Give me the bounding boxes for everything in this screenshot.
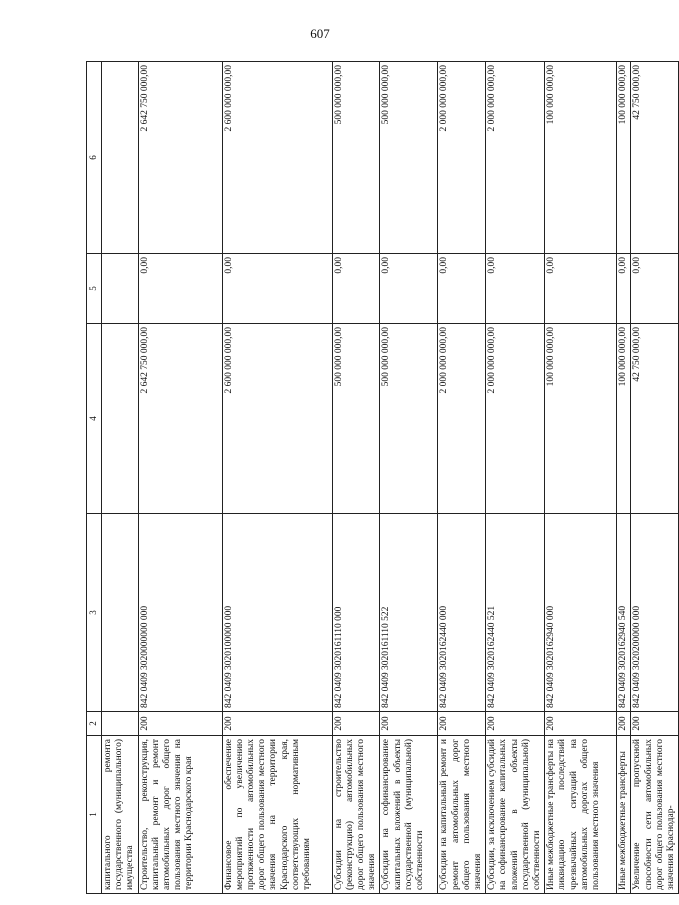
budget-table [86,61,679,894]
line-code: 200 [438,712,486,736]
amount-total: 500 000 000,00 [332,324,380,514]
row-name: Субсидии на капитальный ремонт и ремонт автомобильных дорог общего пользования местного значения [438,736,486,894]
table-body [87,62,679,894]
row-name: Увеличение пропускной способности сети автомобильных дорог общего пользования местного значения Краснодар- [631,736,679,894]
row-name: Субсидии на софинансирование капитальных вложений в объекты государственной (муниципальной) собственности [380,736,438,894]
classification-code: 842 0409 3020161110 000 [332,514,380,712]
table-row [222,62,332,894]
classification-code: 842 0409 3020200000 000 [631,514,679,712]
classification-code: 842 0409 3020162940 540 [617,514,631,712]
classification-code [102,514,139,712]
amount-total [102,324,139,514]
amount-approved: 100 000 000,00 [545,62,617,254]
line-code: 200 [545,712,617,736]
line-code: 200 [486,712,545,736]
amount-total: 2 642 750 000,00 [138,324,222,514]
line-code: 200 [138,712,222,736]
classification-code: 842 0409 3020161110 522 [380,514,438,712]
rotated-table-frame [86,62,677,894]
classification-code: 842 0409 3020162440 000 [438,514,486,712]
amount-approved: 2 642 750 000,00 [138,62,222,254]
amount-total: 100 000 000,00 [617,324,631,514]
table-row [438,62,486,894]
column-header: 3 [87,514,102,712]
amount-approved [102,62,139,254]
header-row [87,62,102,894]
amount-change: 0,00 [380,254,438,324]
column-header: 4 [87,324,102,514]
amount-approved: 42 750 000,00 [631,62,679,254]
amount-change: 0,00 [222,254,332,324]
amount-total: 500 000 000,00 [380,324,438,514]
line-code: 200 [631,712,679,736]
row-name: Субсидии, за исключением субсидий на софинансирование капитальных вложений в объекты государственной (муниципальной) собственности [486,736,545,894]
row-name: капитального ремонта государственного (муниципального) имущества [102,736,139,894]
line-code [102,712,139,736]
amount-approved: 500 000 000,00 [380,62,438,254]
amount-change: 0,00 [138,254,222,324]
amount-approved: 100 000 000,00 [617,62,631,254]
table-row [380,62,438,894]
line-code: 200 [617,712,631,736]
table-row [617,62,631,894]
amount-change: 0,00 [617,254,631,324]
column-header: 1 [87,736,102,894]
amount-total: 2 000 000 000,00 [438,324,486,514]
column-header: 6 [87,62,102,254]
amount-approved: 2 000 000 000,00 [486,62,545,254]
table-row [138,62,222,894]
amount-change: 0,00 [332,254,380,324]
table-row [486,62,545,894]
table-row [545,62,617,894]
amount-approved: 2 600 000 000,00 [222,62,332,254]
budget-table-rotated [86,62,677,894]
table-row [332,62,380,894]
row-name: Субсидии на строительство (реконструкцию) автомобильных дорог общего пользования местного значения [332,736,380,894]
amount-total: 42 750 000,00 [631,324,679,514]
column-header: 5 [87,254,102,324]
amount-change: 0,00 [631,254,679,324]
amount-approved: 500 000 000,00 [332,62,380,254]
table-row [102,62,139,894]
amount-approved: 2 000 000 000,00 [438,62,486,254]
amount-change: 0,00 [545,254,617,324]
row-name: Иные межбюджетные трансферты [617,736,631,894]
amount-change: 0,00 [438,254,486,324]
row-name: Строительство, реконструкция, капитальный ремонт и ремонт автомобильных дорог общего пользования местного значения на территории Краснодарского края [138,736,222,894]
amount-total: 2 000 000 000,00 [486,324,545,514]
classification-code: 842 0409 3020162440 521 [486,514,545,712]
row-name: Финансовое обеспечение мероприятий по увеличению протяженности автомобильных дорог общего пользования местного значения на территории Краснодарского края, соответствующих нормативным требованиям [222,736,332,894]
line-code: 200 [332,712,380,736]
amount-total: 100 000 000,00 [545,324,617,514]
line-code: 200 [222,712,332,736]
column-header: 2 [87,712,102,736]
row-name: Иные межбюджетные трансферты на ликвидацию последствий чрезвычайных ситуаций на автомобильных дорогах общего пользования местного значения [545,736,617,894]
amount-total: 2 600 000 000,00 [222,324,332,514]
page-number: 607 [310,26,330,41]
table-row [631,62,679,894]
line-code: 200 [380,712,438,736]
classification-code: 842 0409 3020100000 000 [222,514,332,712]
classification-code: 842 0409 3020162940 000 [545,514,617,712]
classification-code: 842 0409 3020000000 000 [138,514,222,712]
amount-change: 0,00 [486,254,545,324]
amount-change [102,254,139,324]
